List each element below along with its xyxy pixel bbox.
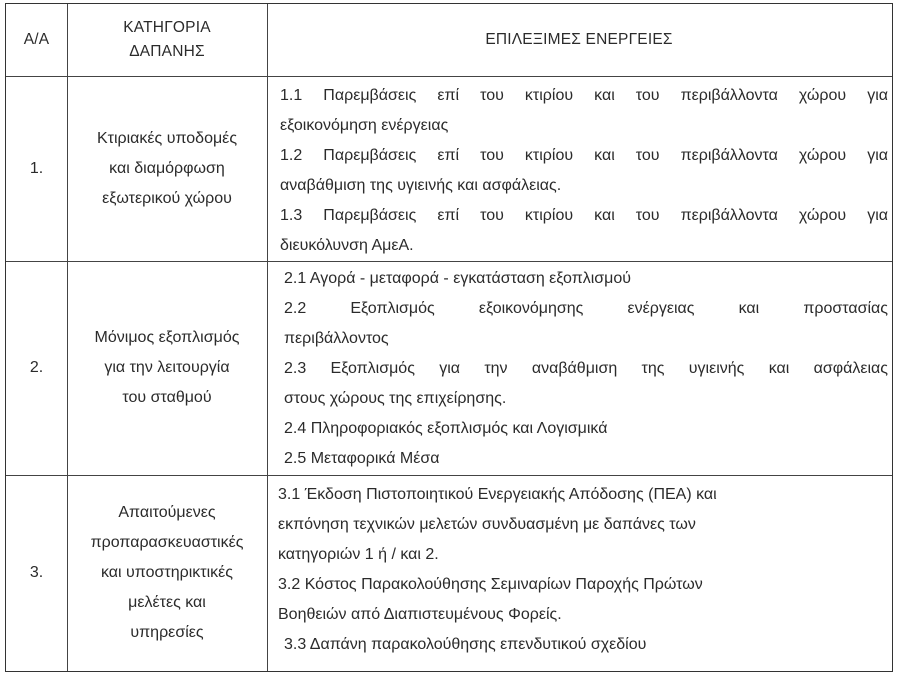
action-1-3: 1.3 Παρεμβάσεις επί του κτιρίου και του περιβάλλοντα χώρου για διευκόλυνση ΑμεΑ. xyxy=(280,207,888,254)
row-3-index: 3. xyxy=(29,563,44,581)
action-3-2: 3.2 Κόστος Παρακολούθησης Σεμιναρίων Παροχής Πρώτων Βοηθειών από Διαπιστευμένους Φορείς. xyxy=(278,576,703,623)
row-1-index: 1. xyxy=(29,159,44,177)
action-2-4: 2.4 Πληροφοριακός εξοπλισμός και Λογισμικά xyxy=(284,420,608,437)
action-2-2: 2.2 Εξοπλισμός εξοικονόμησης ενέργειας και προστασίας περιβάλλοντος xyxy=(284,300,888,347)
action-2-5: 2.5 Μεταφορικά Μέσα xyxy=(284,450,440,467)
header-actions: ΕΠΙΛΕΞΙΜΕΣ ΕΝΕΡΓΕΙΕΣ xyxy=(485,31,673,48)
action-3-3: 3.3 Δαπάνη παρακολούθησης επενδυτικού σχεδίου xyxy=(284,636,647,653)
row-3-actions xyxy=(278,480,878,660)
eligible-expenses-table xyxy=(5,3,893,672)
header-index: Α/Α xyxy=(23,31,50,48)
row-2-index: 2. xyxy=(29,359,44,376)
action-3-1: 3.1 Έκδοση Πιστοποιητικού Ενεργειακής Απόδοσης (ΠΕΑ) και εκπόνηση τεχνικών μελετών συνδυασμένη με δαπάνες των κατηγοριών 1 ή / και 2. xyxy=(278,486,717,563)
header-category: ΚΑΤΗΓΟΡΙΑ ΔΑΠΑΝΗΣ xyxy=(123,19,211,60)
row-1-actions xyxy=(280,81,888,261)
column-divider xyxy=(267,4,268,671)
row-1-category: Κτιριακές υποδομές και διαμόρφωση εξωτερικού χώρου xyxy=(96,129,238,207)
row-2-actions xyxy=(284,264,888,474)
action-2-1: 2.1 Αγορά - μεταφορά - εγκατάσταση εξοπλισμού xyxy=(284,270,632,287)
action-2-3: 2.3 Εξοπλισμός για την αναβάθμιση της υγιεινής και ασφάλειας στους χώρους της επιχείρησης. xyxy=(284,360,888,407)
row-2-category: Μόνιμος εξοπλισμός για την λειτουργία του σταθμού xyxy=(94,329,240,406)
action-1-2: 1.2 Παρεμβάσεις επί του κτιρίου και του περιβάλλοντα χώρου για αναβάθμιση της υγιεινής και ασφάλειας. xyxy=(280,147,888,194)
row-3-category: Απαιτούμενες προπαρασκευαστικές και υποστηρικτικές μελέτες και υπηρεσίες xyxy=(90,503,244,641)
action-1-1: 1.1 Παρεμβάσεις επί του κτιρίου και του περιβάλλοντα χώρου για εξοικονόμηση ενέργειας xyxy=(280,87,888,134)
